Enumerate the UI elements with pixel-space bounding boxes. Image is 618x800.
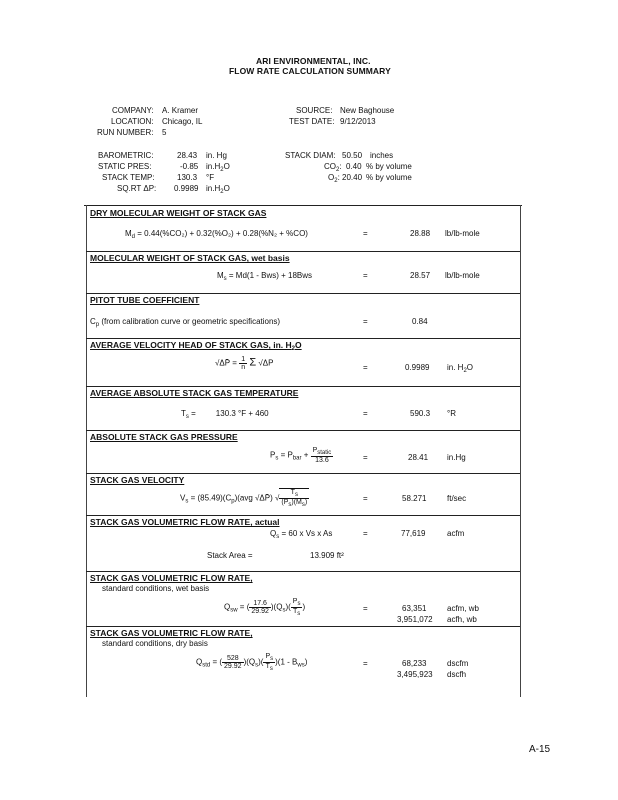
std-dry-formula: $Q_{std}$ = ( $\frac{528}{29.92}$ )$(Q_s)$( $\frac{P_s}{T_s}$ )$(1 - B_{ws})$ <box>196 653 308 672</box>
stack-temp-value: 130.3 <box>177 173 198 182</box>
static-pres-value: -0.85 <box>180 162 199 171</box>
std-dry-subtitle: standard conditions, dry basis <box>102 639 208 648</box>
velocity-formula: $V_s = (85.49)(C_p)(avg$ √ΔP̄) √ $\frac{T_s}{(P_s)(M_s)}$ <box>180 489 308 508</box>
abs-temp-equals: = <box>363 409 368 418</box>
abs-pres-unit: in.Hg <box>447 453 466 462</box>
section-divider <box>86 251 520 252</box>
section-dry-mw-title: DRY MOLECULAR WEIGHT OF STACK GAS <box>90 208 267 218</box>
company-value: A. Kramer <box>162 106 199 115</box>
section-divider <box>86 571 520 572</box>
section-divider <box>86 430 520 431</box>
section-divider <box>86 386 520 387</box>
abs-temp-value: 590.3 <box>410 409 431 418</box>
dry-mw-unit: lb/lb-mole <box>445 229 480 238</box>
std-dry-value-hr: 3,495,923 <box>397 670 433 679</box>
actual-flow-equals: = <box>363 529 368 538</box>
std-wet-unit-min: acfm, wb <box>447 604 480 613</box>
wet-mw-unit: lb/lb-mole <box>445 271 480 280</box>
abs-pres-value: 28.41 <box>408 453 429 462</box>
section-divider <box>86 626 520 627</box>
location-label: LOCATION: <box>111 117 154 126</box>
page-number: A-15 <box>529 744 551 755</box>
section-abs-pres-title: ABSOLUTE STACK GAS PRESSURE <box>90 432 238 442</box>
run-number-label: RUN NUMBER: <box>97 128 154 137</box>
std-wet-value-min: 63,351 <box>402 604 427 613</box>
stack-diam-label: STACK DIAM: <box>285 151 336 160</box>
o2-value: 20.40 <box>342 173 363 182</box>
barometric-label: BAROMETRIC: <box>98 151 154 160</box>
test-date-value: 9/12/2013 <box>340 117 376 126</box>
velocity-head-unit: in. $H_2O$ <box>447 363 474 374</box>
std-wet-equals: = <box>363 604 368 613</box>
static-pres-label: STATIC PRES: <box>98 162 152 171</box>
actual-flow-value: 77,619 <box>401 529 426 538</box>
std-wet-value-hr: 3,951,072 <box>397 615 433 624</box>
section-divider <box>86 515 520 516</box>
section-wet-mw-title: MOLECULAR WEIGHT OF STACK GAS, wet basis <box>90 253 290 263</box>
section-pitot-title: PITOT TUBE COEFFICIENT <box>90 295 200 305</box>
abs-pres-formula: $P_s = P_{bar}$ + $\frac{P_{static}}{13.6}$ <box>270 447 332 464</box>
std-dry-equals: = <box>363 659 368 668</box>
abs-temp-unit: °R <box>447 409 456 418</box>
company-header: ARI ENVIRONMENTAL, INC. <box>256 56 371 66</box>
abs-temp-formula: $T_s$ = 130.3 °F + 460 <box>181 409 269 420</box>
table-left-border <box>86 205 87 697</box>
section-divider <box>86 338 520 339</box>
run-number-value: 5 <box>162 128 167 137</box>
barometric-value: 28.43 <box>177 151 198 160</box>
wet-mw-equals: = <box>363 271 368 280</box>
velocity-unit: ft/sec <box>447 494 467 503</box>
stack-diam-value: 50.50 <box>342 151 363 160</box>
stack-temp-unit: °F <box>206 173 215 182</box>
std-wet-formula: $Q_{sw}$ = ( $\frac{17.6}{29.92}$ )$(Q_s)$( $\frac{P_s}{T_s}$ ) <box>224 598 306 617</box>
table-right-border <box>520 205 521 697</box>
stack-temp-label: STACK TEMP: <box>102 173 155 182</box>
dry-mw-equals: = <box>363 229 368 238</box>
table-top-border <box>84 205 522 206</box>
pitot-value: 0.84 <box>412 317 428 326</box>
wet-mw-formula: $M_s = Md(1 - Bws) + 18Bws$ <box>217 271 313 282</box>
section-actual-flow-title: STACK GAS VOLUMETRIC FLOW RATE, actual <box>90 517 280 527</box>
co2-label: $CO_2$: <box>324 162 342 173</box>
barometric-unit: in. Hg <box>206 151 227 160</box>
stack-area-label: Stack Area = <box>207 551 253 560</box>
abs-pres-equals: = <box>363 453 368 462</box>
co2-value: 0.40 <box>346 162 362 171</box>
dry-mw-value: 28.88 <box>410 229 431 238</box>
sqrt-dp-unit: $in.H_2O$ <box>206 184 230 195</box>
section-abs-temp-title: AVERAGE ABSOLUTE STACK GAS TEMPERATURE <box>90 388 299 398</box>
stack-area-value: 13.909 ft² <box>310 551 344 560</box>
actual-flow-formula: $Q_s = 60$ x Vs x As <box>270 529 333 540</box>
stack-diam-unit: inches <box>370 151 394 160</box>
std-dry-unit-hr: dscfh <box>447 670 467 679</box>
company-label: COMPANY: <box>112 106 154 115</box>
dry-mw-formula: $M_d = 0.44(\%CO_2) + 0.32(\%O_2) + 0.28(\%N_2 + \%CO)$ <box>125 229 308 240</box>
section-velocity-head-title: AVERAGE VELOCITY HEAD OF STACK GAS, in. $H_2O$ <box>90 340 302 352</box>
sqrt-dp-value: 0.9989 <box>174 184 199 193</box>
co2-unit: % by volume <box>366 162 412 171</box>
test-date-label: TEST DATE: <box>289 117 335 126</box>
location-value: Chicago, IL <box>162 117 203 126</box>
std-wet-subtitle: standard conditions, wet basis <box>102 584 210 593</box>
source-label: SOURCE: <box>296 106 333 115</box>
source-value: New Baghouse <box>340 106 395 115</box>
velocity-value: 58.271 <box>402 494 427 503</box>
pitot-equals: = <box>363 317 368 326</box>
o2-unit: % by volume <box>366 173 412 182</box>
velocity-equals: = <box>363 494 368 503</box>
actual-flow-unit: acfm <box>447 529 465 538</box>
section-std-dry-title: STACK GAS VOLUMETRIC FLOW RATE, <box>90 628 253 638</box>
velocity-head-value: 0.9989 <box>405 363 430 372</box>
velocity-head-formula: √ΔP̄ = $\frac{1}{n}$ Σ √ΔP <box>215 356 274 371</box>
std-dry-value-min: 68,233 <box>402 659 427 668</box>
page-title: FLOW RATE CALCULATION SUMMARY <box>229 66 391 76</box>
o2-label: $O_2$: <box>328 173 340 184</box>
std-wet-unit-hr: acfh, wb <box>447 615 477 624</box>
sqrt-dp-label: SQ.RT ΔP: <box>117 184 157 193</box>
std-dry-unit-min: dscfm <box>447 659 469 668</box>
section-std-wet-title: STACK GAS VOLUMETRIC FLOW RATE, <box>90 573 253 583</box>
static-pres-unit: $in.H_2O$ <box>206 162 230 173</box>
section-divider <box>86 293 520 294</box>
velocity-head-equals: = <box>363 363 368 372</box>
section-divider <box>86 473 520 474</box>
pitot-formula: $C_p$ (from calibration curve or geometric specifications) <box>90 317 281 328</box>
section-velocity-title: STACK GAS VELOCITY <box>90 475 185 485</box>
wet-mw-value: 28.57 <box>410 271 431 280</box>
